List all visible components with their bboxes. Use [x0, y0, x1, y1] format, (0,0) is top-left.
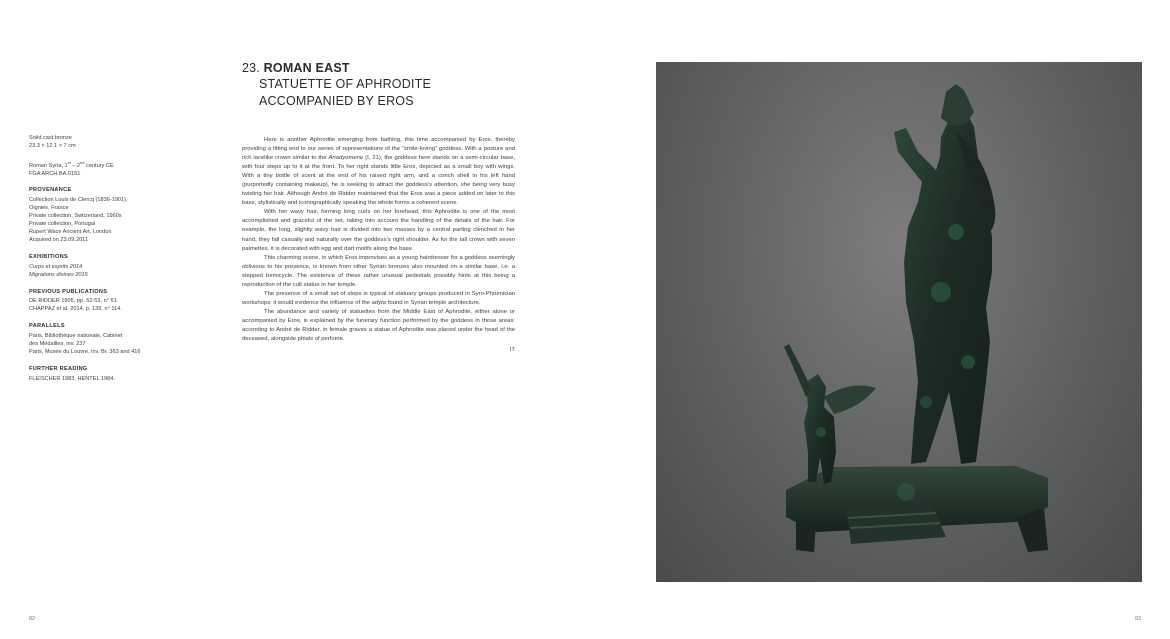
parallel-line: Paris, Musée du Louvre, inv. Br. 363 and 416: [29, 348, 141, 355]
inventory-number: FGA ARCH.BA.0151: [29, 170, 81, 177]
entry-region: ROMAN EAST: [263, 61, 350, 75]
exhibitions-heading: EXHIBITIONS: [29, 253, 69, 260]
further-reading-line: FLEISCHER 1983, HENTEL 1984.: [29, 375, 115, 382]
eros-wing: [824, 385, 876, 414]
provenance-line: Acquired on 23.09.2011: [29, 236, 88, 243]
paragraph-1: Here is another Aphrodite emerging from bathing, this time accompanied by Eros, thereby providing a fitting end to our series of representations of the “smile-loving” goddess. With a posture and rich lacelike crown similar to the Anadyomene (I, 21), the goddess here stands on a semi-circular base, with four steps up to it at the front. To her right stands little Eros, depicted as a small boy with wings. With a tiny bottle of scent at the end of his raised right arm, and a conch shell in his left hand (purportedly containing makeup), he is seeking to attract the goddess’s attention, she being very busy twisting her hair. Although André de Ridder maintained that the Eros was a piece added on later to this base, stylistically and iconographically speaking the whole forms a coherent scene.: [242, 137, 515, 207]
parallel-line: Paris, Bibliothèque nationale, Cabinet: [29, 333, 123, 340]
provenance-line: Rupert Wace Ancient Art, London: [29, 229, 112, 236]
eros-arm: [784, 344, 812, 397]
parallel-line: des Médailles, inv. 237: [29, 341, 86, 348]
provenance-line: Private collection, Portugal: [29, 221, 96, 228]
paragraph-2: With her wavy hair, forming long curls on her forehead, this Aphrodite is one of the most accomplished and graceful of the set, taking into account the handling of the details of the hair. For example, the long, slightly wavy hair is divided into two masses by a central parting clenched in her hand, they fall casually and naturally over the goddess’s right shoulder. As for the tall crown with seven palmettes, it is decorated with egg and dart motifs along the base.: [242, 209, 515, 252]
page-number-left: 82: [29, 616, 36, 622]
origin: Roman Syria, 1st – 2nd century CE: [29, 159, 114, 169]
provenance-line: Oignies, France: [29, 205, 69, 212]
material: Solid cast bronze: [29, 135, 72, 141]
provenance-line: Private collection, Switzerland, 1960s: [29, 213, 122, 220]
paragraph-3: This charming scene, in which Eros improvises as a young hairdresser for a goddess seemingly oblivious to his presence, is known from other Syrian bronzes also mounted on a similar base, i.e. a stepped hemicycle. The existence of these rather unusual pedestals possibly hints at this being a reproduction of the cult statue in her temple.: [242, 254, 515, 288]
dimensions: 23.3 × 12.1 × 7 cm: [29, 142, 76, 149]
publications-heading: PREVIOUS PUBLICATIONS: [29, 288, 108, 295]
paragraph-4: The presence of a small set of steps is typical of statuary groups produced in Syro-Phoenician workshops: it would evidence the influence of the adyta found in Syrian temple architecture.: [242, 290, 515, 306]
catalogue-details: [29, 135, 169, 384]
statuette-photograph: [656, 62, 1142, 582]
body-text: [242, 136, 515, 355]
title-line-2: ACCOMPANIED BY EROS: [259, 94, 414, 108]
publication-line: DE RIDDER 1905, pp. 52-53, n° 61.: [29, 298, 119, 305]
statuette-illustration: [656, 62, 1142, 582]
paragraph-5: The abundance and variety of statuettes from the Middle East of Aphrodite, either alone or accompanied by Eros, is explained by the funerary function performed by the goddess in those areas: according to André de Ridder, in female graves a statue of Aphrodite was placed under the head of the deceased, alongside phials of perfume.: [242, 308, 515, 343]
exhibition-line: Migrations divines 2015: [29, 271, 88, 278]
further-reading-heading: FURTHER READING: [29, 365, 88, 372]
parallels-heading: PARALLELS: [29, 323, 65, 330]
entry-number: 23.: [242, 61, 260, 75]
entry-title: [242, 60, 602, 110]
title-heading: [242, 60, 602, 76]
author-initials: IT: [509, 347, 515, 354]
title-line-1: STATUETTE OF APHRODITE: [259, 77, 432, 91]
page-number-right: 83: [1135, 616, 1142, 622]
provenance-line: Collection Louis de Clercq (1836-1901),: [29, 197, 128, 204]
provenance-heading: PROVENANCE: [29, 187, 72, 194]
exhibition-line: Corps et esprits 2014: [29, 263, 83, 270]
publication-line: CHAPPAZ et al. 2014, p. 139, n° 114.: [29, 306, 122, 313]
